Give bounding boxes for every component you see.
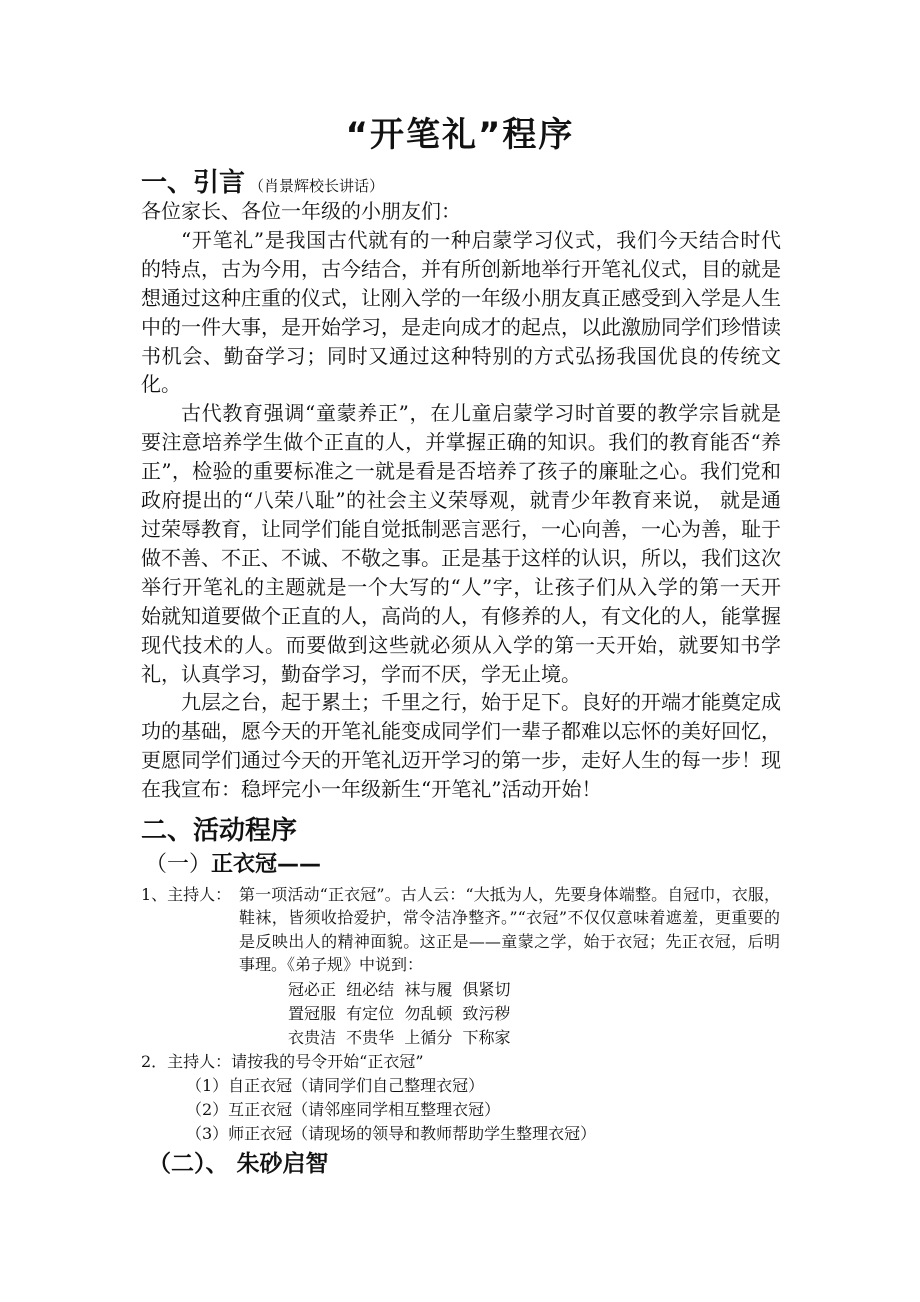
subsection-title: 正衣冠—— — [211, 852, 322, 877]
section-heading-procedure: 二、活动程序 — [141, 816, 298, 846]
poem-line: 冠必正 纽必结 袜与履 俱紧切 — [288, 980, 511, 999]
greeting: 各位家长、各位一年级的小朋友们： — [141, 199, 461, 223]
subsection-prefix: （一） — [145, 852, 212, 877]
item-text-1: 第一项活动“正衣冠”。古人云：“大抵为人，先要身体端整。自冠巾，衣服，鞋袜，皆须收拾爱护，常令洁净整齐。”“衣冠”不仅仅意味着遮羞，更重要的是反映出人的精神面貌。这正是——童蒙之学，始于衣冠；先正衣冠，后明事理。《弟子规》中说到： — [239, 885, 780, 975]
step-item: （3）师正衣冠（请现场的领导和教师帮助学生整理衣冠） — [186, 1124, 597, 1143]
paragraph: 古代教育强调“童蒙养正”，在儿童启蒙学习时首要的教学宗旨就是要注意培养学生做个正直的人，并掌握正确的知识。我们的教育能否“养正”，检验的重要标准之一就是看是否培养了孩子的廉耻之心。我们党和政府提出的“八荣八耻”的社会主义荣辱观，就青少年教育来说， 就是通过荣辱教育，让同学们能自觉抵制恶言恶行，一心向善，一心为善，耻于做不善、不正、不诚、不敬之事。正是基于这样的认识，所以，我们这次举行开笔礼的主题就是一个大写的“人”字，让孩子们从入学的第一天开始就知道要做个正直的人，高尚的人，有修养的人，有文化的人，能掌握现代技术的人。而要做到这些就必须从入学的第一天开始，就要知书学礼，认真学习，勤奋学习，学而不厌，学无止境。 — [141, 401, 781, 686]
document-title: “开笔礼”程序 — [345, 115, 575, 155]
subsection-heading-2: （二）、 朱砂启智 — [148, 1151, 329, 1177]
poem-line: 置冠服 有定位 勿乱顿 致污秽 — [288, 1004, 511, 1023]
paragraph: “开笔礼”是我国古代就有的一种启蒙学习仪式，我们今天结合时代的特点，古为今用，古今结合，并有所创新地举行开笔礼仪式，目的就是想通过这种庄重的仪式，让刚入学的一年级小朋友真正感受到入学是人生中的一件大事，是开始学习，是走向成才的起点，以此激励同学们珍惜读书机会、勤奋学习；同时又通过这种特别的方式弘扬我国优良的传统文化。 — [141, 227, 781, 397]
item-number-2: 2．主持人：请按我的号令开始“正衣冠” — [141, 1052, 424, 1071]
paragraph: 九层之台，起于累土；千里之行，始于足下。良好的开端才能奠定成功的基础，愿今天的开笔礼能变成同学们一辈子都难以忘怀的美好回忆，更愿同学们通过今天的开笔礼迈开学习的第一步，走好人生的每一步！现在我宣布：稳坪完小一年级新生“开笔礼”活动开始！ — [141, 690, 781, 802]
introduction-body — [141, 197, 781, 804]
step-item: （2）互正衣冠（请邻座同学相互整理衣冠） — [186, 1100, 501, 1119]
speaker-note: （肖景辉校长讲话） — [249, 177, 385, 195]
step-item: （1）自正衣冠（请同学们自己整理衣冠） — [186, 1076, 485, 1095]
subsection-heading-1 — [145, 850, 321, 880]
section-heading-text: 一、引言 — [141, 168, 246, 198]
item-number-1: 1、主持人： — [141, 885, 232, 904]
poem-line: 衣贵洁 不贵华 上循分 下称家 — [288, 1028, 511, 1047]
